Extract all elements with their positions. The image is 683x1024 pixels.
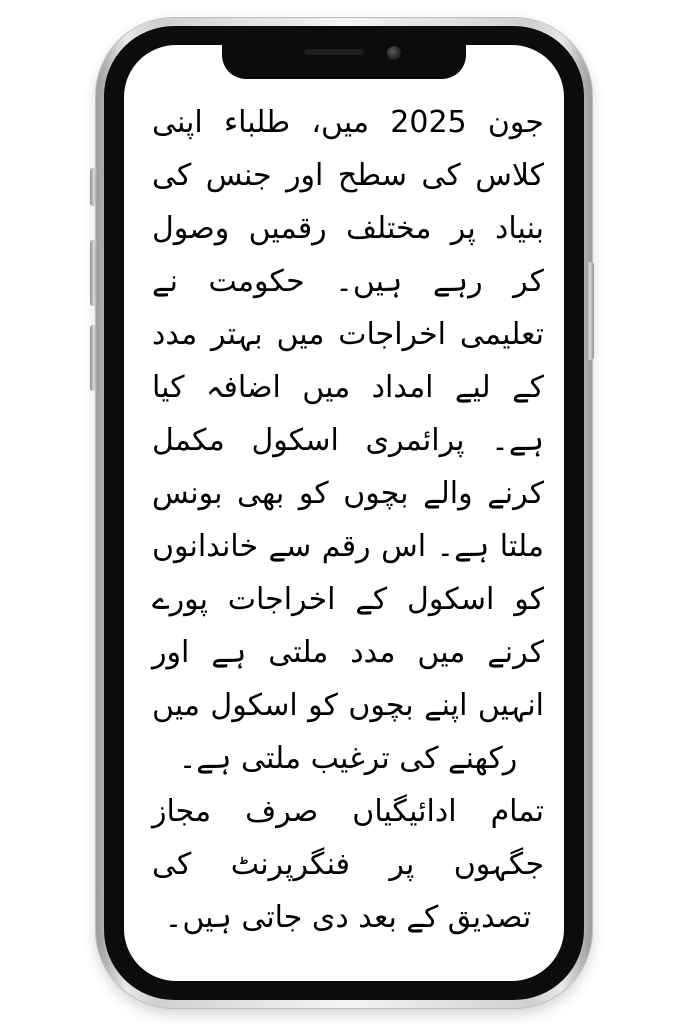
- volume-down-button: [90, 325, 98, 391]
- volume-up-button: [90, 240, 98, 306]
- silent-switch: [90, 168, 98, 206]
- front-camera-icon: [387, 46, 401, 60]
- paragraph-main: جون 2025 میں، طلباء اپنی کلاس کی سطح اور جنس کی بنیاد پر مختلف رقمیں وصول کر رہے ہیں۔ حکومت نے تعلیمی اخراجات میں بہتر مدد کے لیے امداد میں اضافہ کیا ہے۔ پرائمری اسکول مکمل کرنے والے بچوں کو بھی بونس ملتا ہے۔ اس رقم سے خاندانوں کو اسکول کے اخراجات پورے کرنے میں مدد ملتی ہے اور انہیں اپنے بچوں کو اسکول میں رکھنے کی ترغیب ملتی ہے۔: [152, 105, 544, 776]
- paragraph-note: تمام ادائیگیاں صرف مجاز جگہوں پر فنگرپرنٹ کی تصدیق کے بعد دی جاتی ہیں۔: [152, 794, 544, 935]
- power-button: [586, 262, 594, 360]
- article-text: [152, 96, 544, 944]
- speaker-grille: [304, 49, 364, 55]
